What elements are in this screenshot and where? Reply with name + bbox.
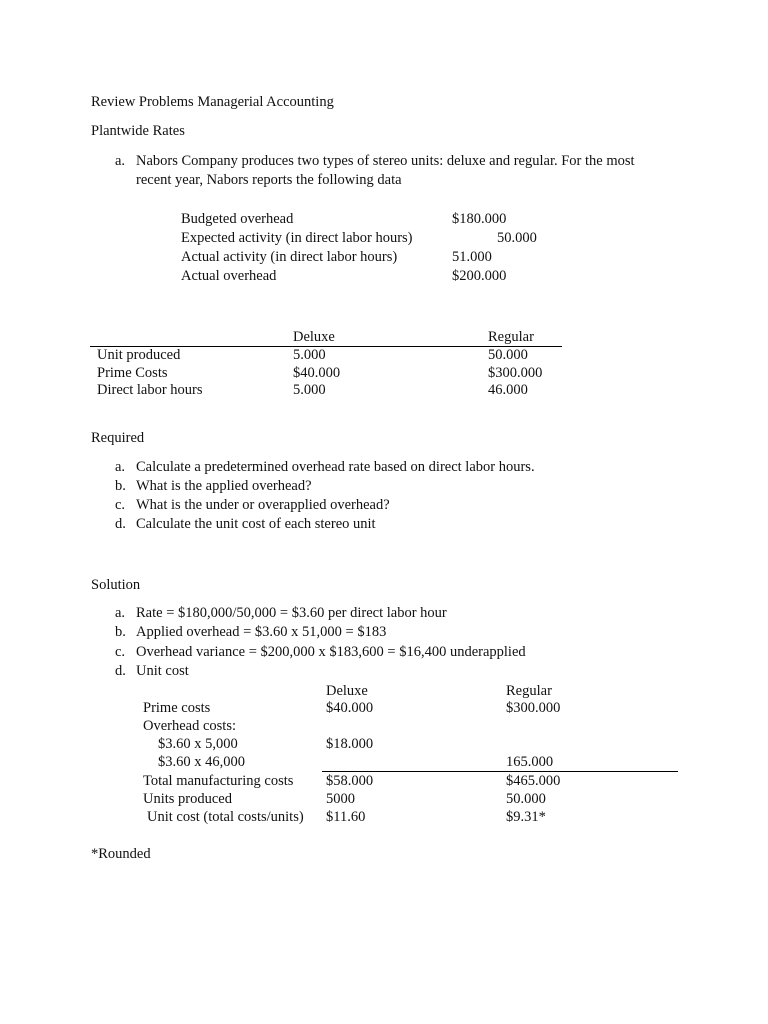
- footnote: *Rounded: [91, 846, 151, 862]
- list-marker: a.: [115, 605, 126, 621]
- list-item: Unit cost: [136, 663, 189, 679]
- list-item: Calculate a predetermined overhead rate based on direct labor hours.: [136, 459, 535, 475]
- column-header-regular: Regular: [488, 329, 534, 345]
- table-cell: $9.31*: [506, 809, 546, 825]
- table-cell: $18.000: [326, 736, 374, 752]
- budget-label: Budgeted overhead: [181, 211, 294, 227]
- table-cell: 50.000: [506, 791, 546, 807]
- list-marker: c.: [115, 644, 126, 660]
- list-marker: b.: [115, 624, 126, 640]
- column-header-regular: Regular: [506, 683, 552, 699]
- table-row-label: $3.60 x 46,000: [158, 754, 245, 770]
- table-cell: $300.000: [506, 700, 561, 716]
- column-header-deluxe: Deluxe: [326, 683, 368, 699]
- table-row-label: Prime Costs: [97, 365, 168, 381]
- table-row-label: Overhead costs:: [143, 718, 237, 734]
- list-item: What is the under or overapplied overhead?: [136, 497, 390, 513]
- table-row-label: Total manufacturing costs: [143, 773, 294, 789]
- list-item: Calculate the unit cost of each stereo unit: [136, 516, 376, 532]
- table-cell: 165.000: [506, 754, 554, 770]
- budget-label: Expected activity (in direct labor hours): [181, 230, 413, 246]
- table-cell: $58.000: [326, 773, 374, 789]
- table-cell: $40.000: [326, 700, 374, 716]
- section-heading: Plantwide Rates: [91, 123, 185, 139]
- problem-text-line1: Nabors Company produces two types of stereo units: deluxe and regular. For the most: [136, 153, 635, 169]
- table-cell: 5000: [326, 791, 355, 807]
- budget-value: $200.000: [452, 268, 507, 284]
- list-item: Overhead variance = $200,000 x $183,600 = $16,400 underapplied: [136, 644, 526, 660]
- table-cell: 5.000: [293, 382, 326, 398]
- list-item: Rate = $180,000/50,000 = $3.60 per direct labor hour: [136, 605, 447, 621]
- table-cell: 5.000: [293, 347, 326, 363]
- budget-label: Actual activity (in direct labor hours): [181, 249, 398, 265]
- list-marker: d.: [115, 663, 126, 679]
- column-header-deluxe: Deluxe: [293, 329, 335, 345]
- table-row-label: Units produced: [143, 791, 232, 807]
- table-row-label: Direct labor hours: [97, 382, 203, 398]
- solution-heading: Solution: [91, 577, 141, 593]
- problem-text-line2: recent year, Nabors reports the following data: [136, 172, 402, 188]
- table-row-label: $3.60 x 5,000: [158, 736, 238, 752]
- table-cell: $465.000: [506, 773, 561, 789]
- list-marker: b.: [115, 478, 126, 494]
- list-marker: c.: [115, 497, 126, 513]
- problem-marker: a.: [115, 153, 126, 169]
- table-cell: 46.000: [488, 382, 528, 398]
- budget-value: $180.000: [452, 211, 507, 227]
- budget-value: 50.000: [497, 230, 537, 246]
- table-cell: 50.000: [488, 347, 528, 363]
- table-cell: $40.000: [293, 365, 341, 381]
- table-row-label: Unit produced: [97, 347, 181, 363]
- list-item: Applied overhead = $3.60 x 51,000 = $183: [136, 624, 387, 640]
- table-row-label: Prime costs: [143, 700, 211, 716]
- list-item: What is the applied overhead?: [136, 478, 312, 494]
- budget-value: 51.000: [452, 249, 492, 265]
- required-heading: Required: [91, 430, 145, 446]
- document-title: Review Problems Managerial Accounting: [91, 94, 334, 110]
- table-row-label: Unit cost (total costs/units): [147, 809, 304, 825]
- table-cell: $300.000: [488, 365, 543, 381]
- list-marker: d.: [115, 516, 126, 532]
- budget-label: Actual overhead: [181, 268, 277, 284]
- table-cell: $11.60: [326, 809, 366, 825]
- total-rule: [322, 771, 678, 772]
- list-marker: a.: [115, 459, 126, 475]
